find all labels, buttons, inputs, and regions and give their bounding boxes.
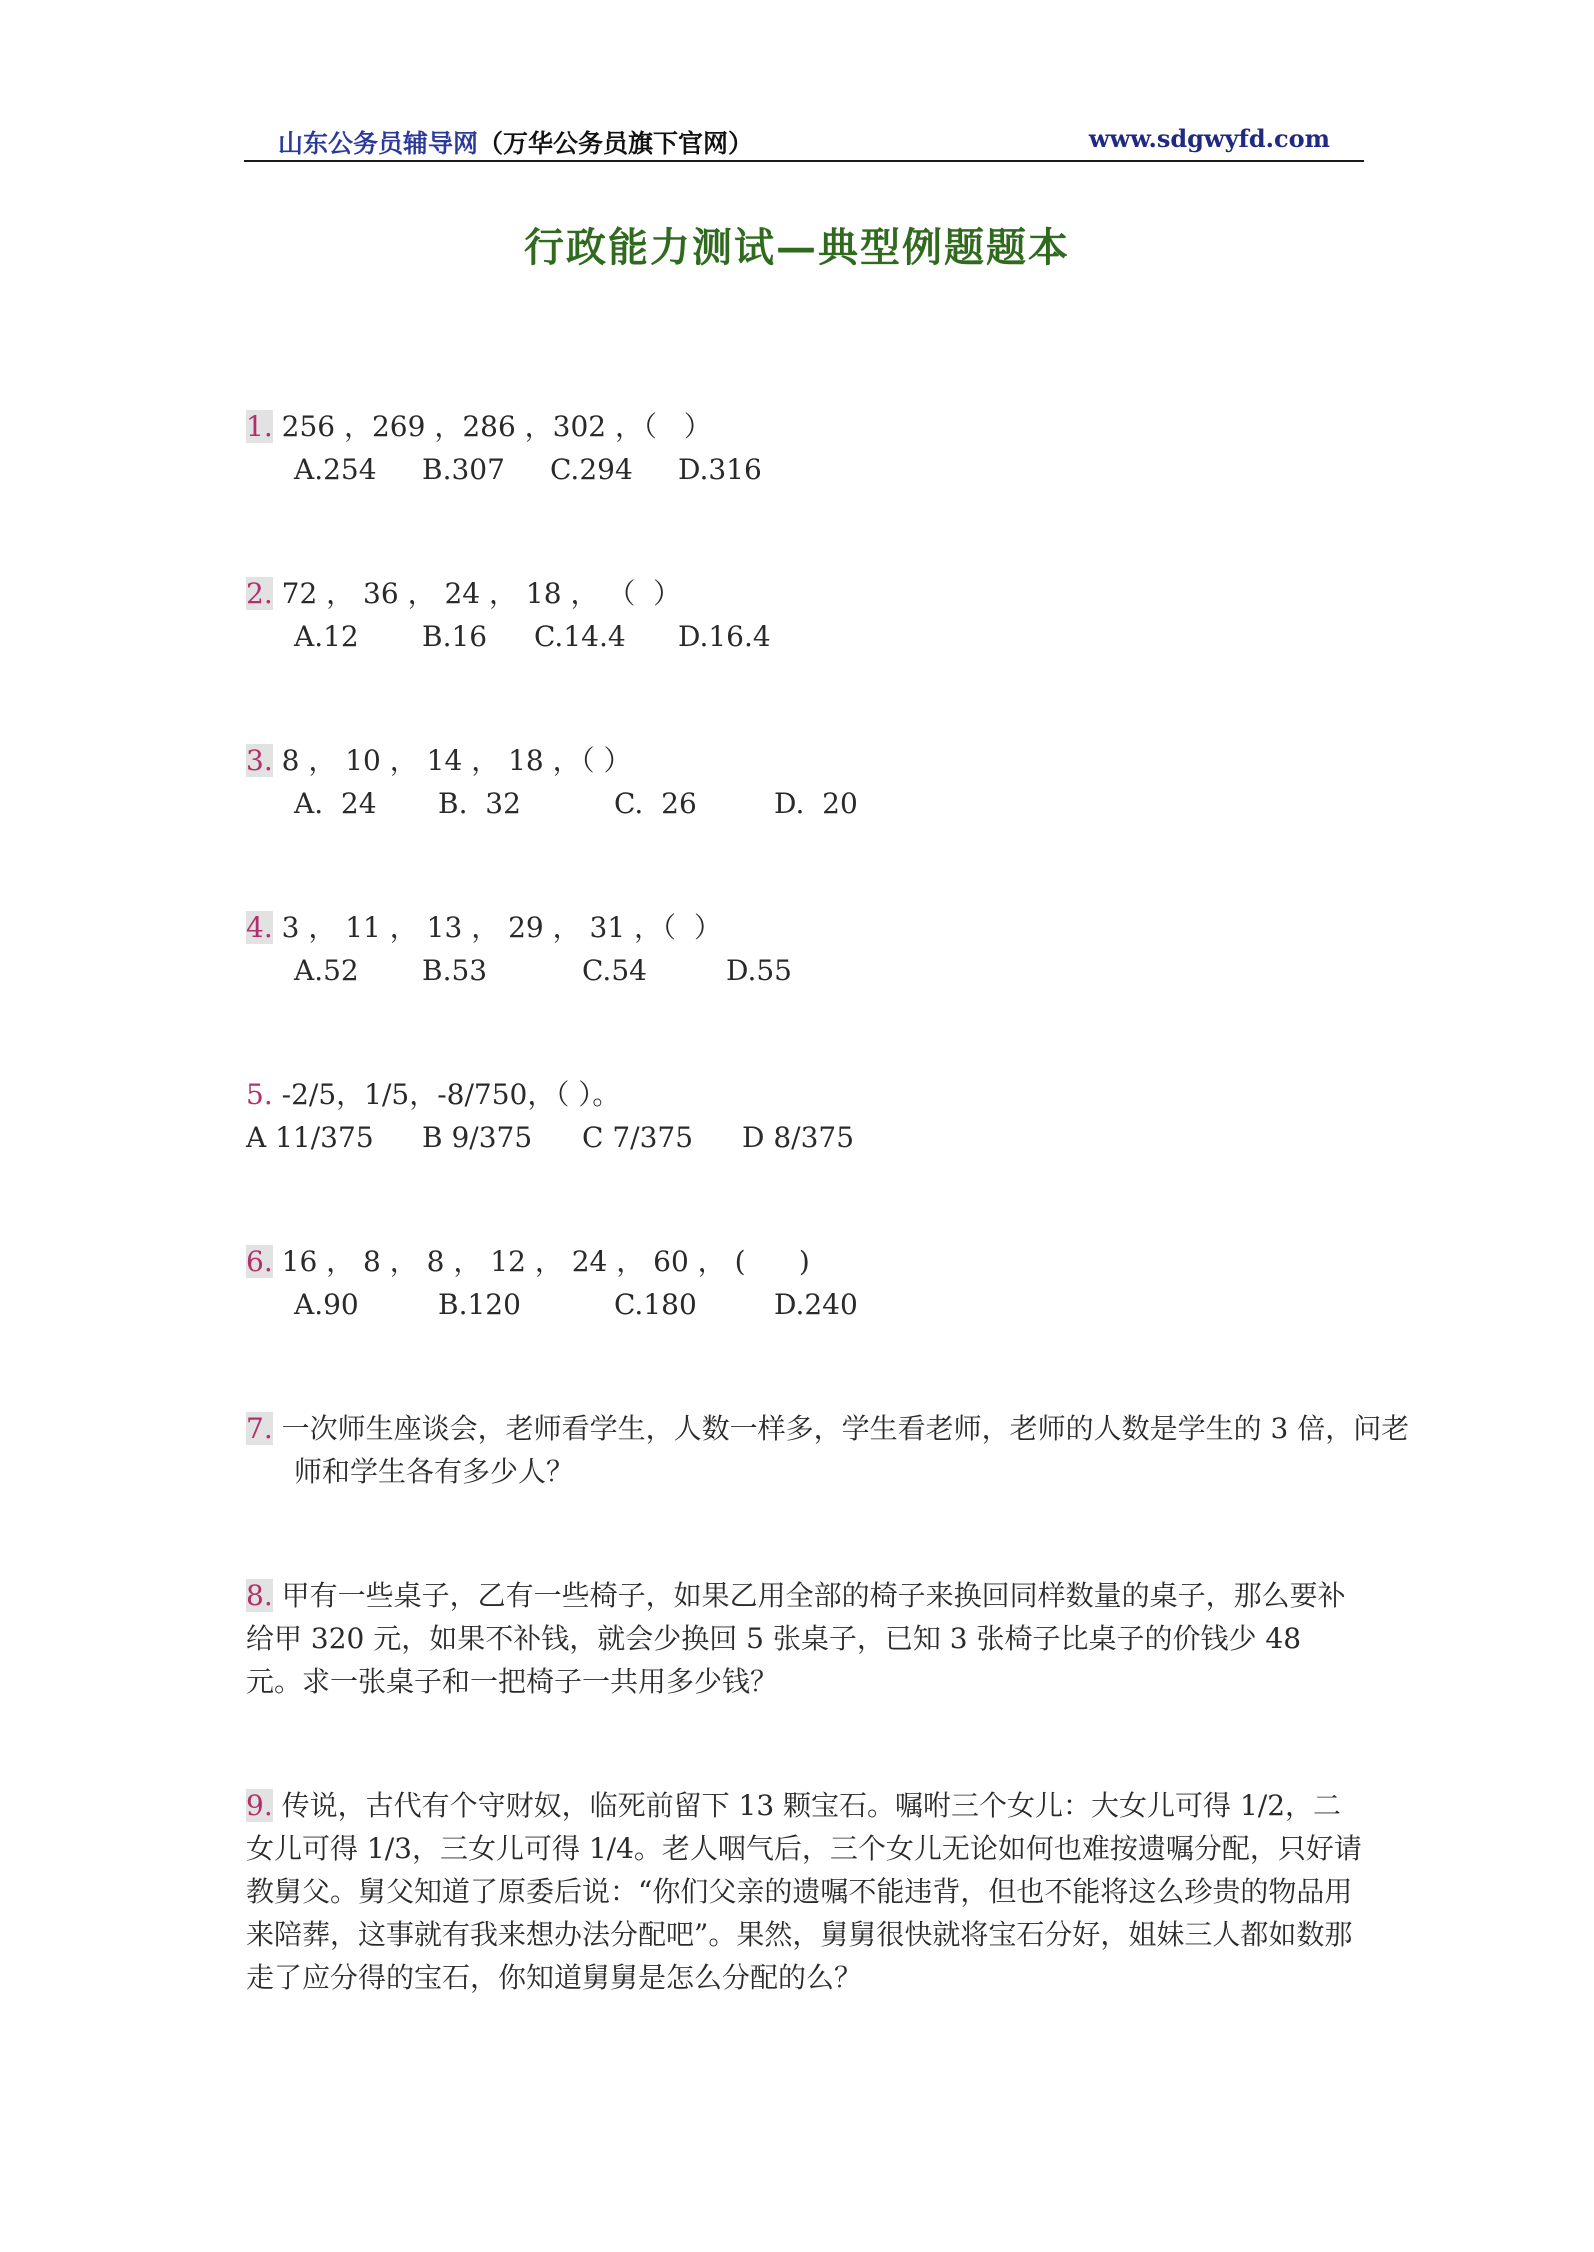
question-2: [246, 572, 1366, 658]
question-stem-text: 16 ， 8 ， 8 ， 12 ， 24 ， 60 ， ( ): [281, 1245, 810, 1278]
question-body: 传说，古代有个守财奴，临死前留下 13 颗宝石。嘱咐三个女儿：大女儿可得 1/2，二女儿可得 1/3，三女儿可得 1/4。老人咽气后，三个女儿无论如何也难按遗嘱分配，只好请教舅父。舅父知道了原委后说：“你们父亲的遗嘱不能违背，但也不能将这么珍贵的物品用来陪葬，这事就有我来想办法分配吧”。果然，舅舅很快就将宝石分好，姐妹三人都如数那走了应分得的宝石，你知道舅舅是怎么分配的么？: [246, 1789, 1362, 1994]
question-4: [246, 906, 1366, 992]
question-3: [246, 739, 1366, 825]
question-1: [246, 405, 1366, 491]
option-c: C.294: [550, 453, 633, 486]
question-number: 6.: [246, 1245, 273, 1278]
option-d: D. 20: [774, 787, 858, 820]
option-b: B.307: [422, 453, 505, 486]
document-title: 行政能力测试—典型例题题本: [524, 224, 1070, 271]
header-site: [278, 124, 753, 160]
question-number: 9.: [246, 1789, 273, 1822]
question-body: 一次师生座谈会，老师看学生，人数一样多，学生看老师，老师的人数是学生的 3 倍，问老师和学生各有多少人？: [281, 1412, 1410, 1488]
option-c: C.180: [614, 1288, 697, 1321]
options-row: [246, 1116, 1366, 1159]
question-6: [246, 1240, 1366, 1326]
question-stem: [246, 1240, 1366, 1283]
option-d: D.55: [726, 954, 792, 987]
question-stem-text: 3 ， 11 ， 13 ， 29 ， 31 ，（ ）: [281, 911, 722, 944]
question-number: 5.: [246, 1078, 273, 1111]
question-stem-text: 72 ， 36 ， 24 ， 18 ， （ ）: [281, 577, 682, 610]
question-8: [246, 1574, 1366, 1703]
question-9: [246, 1784, 1366, 1999]
option-c: C. 26: [614, 787, 697, 820]
options-row: [246, 949, 1366, 992]
question-stem: [246, 906, 1366, 949]
option-a: A.52: [294, 954, 359, 987]
question-body: 甲有一些桌子，乙有一些椅子，如果乙用全部的椅子来换回同样数量的桌子，那么要补给甲 320 元，如果不补钱，就会少换回 5 张桌子，已知 3 张椅子比桌子的价钱少 48 元。求一张桌子和一把椅子一共用多少钱？: [246, 1579, 1346, 1698]
option-d: D.16.4: [678, 620, 771, 653]
option-a: A.90: [294, 1288, 359, 1321]
option-d: D 8/375: [742, 1121, 855, 1154]
question-text: [246, 1784, 1364, 1999]
question-number: 8.: [246, 1579, 273, 1612]
question-stem-text: 256 ，269 ，286 ，302 ，（ ）: [281, 410, 712, 443]
site-subtitle: （万华公务员旗下官网）: [478, 129, 754, 158]
question-stem: [246, 739, 1366, 782]
option-b: B 9/375: [422, 1121, 533, 1154]
question-number: 3.: [246, 744, 273, 777]
question-number: 1.: [246, 410, 273, 443]
site-name[interactable]: 山东公务员辅导网: [278, 129, 479, 158]
question-number: 7.: [246, 1412, 273, 1445]
question-stem: [246, 1073, 1366, 1116]
option-c: C.54: [582, 954, 647, 987]
question-stem-text: 8 ， 10 ， 14 ， 18 ，（ ）: [281, 744, 632, 777]
options-row: [246, 448, 1366, 491]
question-text: [246, 1574, 1364, 1703]
option-b: B.120: [438, 1288, 521, 1321]
question-number: 4.: [246, 911, 273, 944]
question-text: [246, 1407, 1412, 1493]
question-number: 2.: [246, 577, 273, 610]
options-row: [246, 1283, 1366, 1326]
option-c: C 7/375: [582, 1121, 694, 1154]
option-a: A.254: [294, 453, 377, 486]
question-stem-text: -2/5，1/5，-8/750，（ ）。: [281, 1078, 621, 1111]
option-a: A 11/375: [246, 1121, 374, 1154]
question-stem: [246, 572, 1366, 615]
question-5: [246, 1073, 1366, 1159]
option-c: C.14.4: [534, 620, 626, 653]
option-b: B.53: [422, 954, 488, 987]
page-header: [244, 118, 1364, 162]
option-d: D.240: [774, 1288, 858, 1321]
option-a: A. 24: [294, 787, 377, 820]
options-row: [246, 615, 1366, 658]
question-stem: [246, 405, 1366, 448]
option-b: B. 32: [438, 787, 521, 820]
site-url[interactable]: www.sdgwyfd.com: [1088, 124, 1330, 153]
question-7: [246, 1407, 1410, 1493]
option-d: D.316: [678, 453, 762, 486]
option-a: A.12: [294, 620, 359, 653]
options-row: [246, 782, 1366, 825]
option-b: B.16: [422, 620, 488, 653]
